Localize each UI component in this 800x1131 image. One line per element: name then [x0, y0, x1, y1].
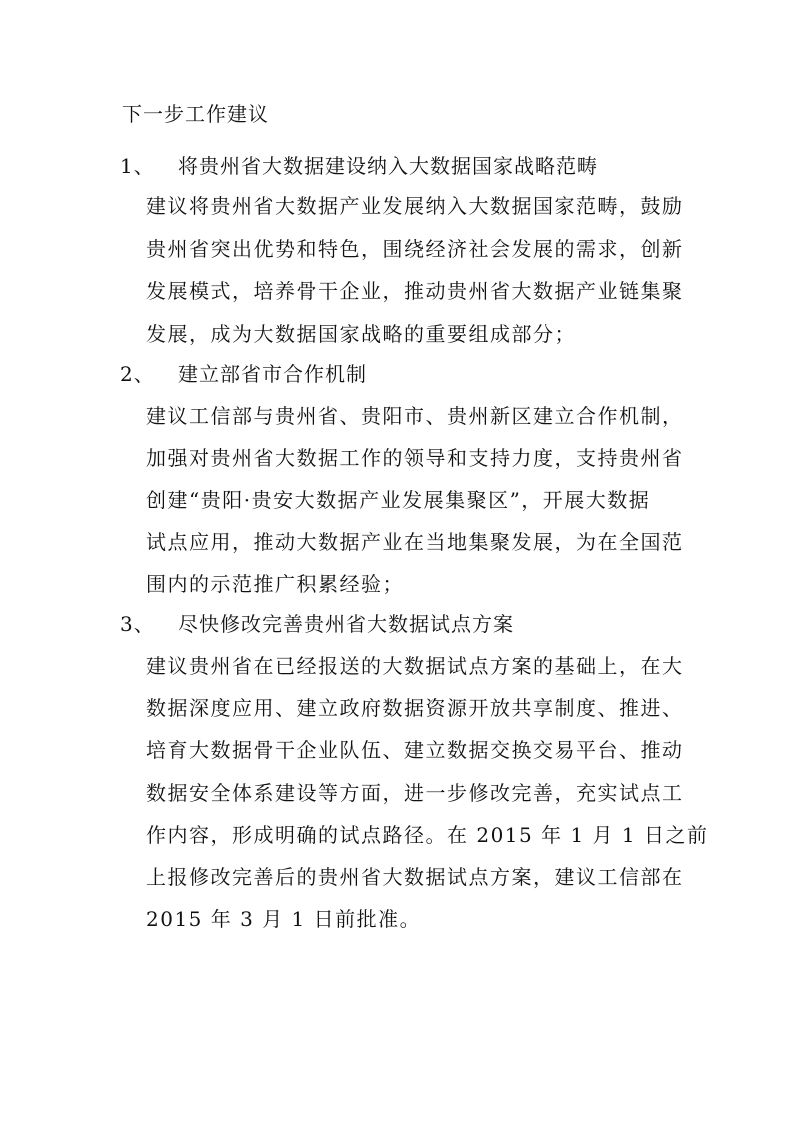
- section-1-number: 1、: [120, 154, 155, 178]
- section-3-number: 3、: [120, 612, 155, 636]
- section-3-line-7: 2015 年 3 月 1 日前批准。: [146, 907, 422, 931]
- section-1-line-4: 发展，成为大数据国家战略的重要组成部分；: [146, 322, 576, 346]
- section-2-line-2: 加强对贵州省大数据工作的领导和支持力度，支持贵州省: [146, 446, 684, 470]
- section-1-title: [120, 150, 598, 179]
- section-1-line-2: 贵州省突出优势和特色，围绕经济社会发展的需求，创新: [146, 237, 684, 261]
- section-2-line-1: 建议工信部与贵州省、贵阳市、贵州新区建立合作机制，: [146, 404, 684, 428]
- section-3-line-2: 数据深度应用、建立政府数据资源开放共享制度、推进、: [146, 696, 684, 720]
- section-2-title-text: 建立部省市合作机制: [178, 362, 367, 386]
- section-3-title-text: 尽快修改完善贵州省大数据试点方案: [178, 612, 514, 636]
- section-3-line-5: 作内容，形成明确的试点路径。在 2015 年 1 月 1 日之前: [146, 823, 709, 847]
- section-1-line-3: 发展模式，培养骨干企业，推动贵州省大数据产业链集聚: [146, 279, 684, 303]
- section-2-line-4: 试点应用，推动大数据产业在当地集聚发展，为在全国范: [146, 530, 684, 554]
- section-1-line-1: 建议将贵州省大数据产业发展纳入大数据国家范畴，鼓励: [146, 194, 684, 218]
- section-3-line-3: 培育大数据骨干企业队伍、建立数据交换交易平台、推动: [146, 738, 684, 762]
- section-3-line-4: 数据安全体系建设等方面，进一步修改完善，充实试点工: [146, 781, 684, 805]
- section-2-line-3: 创建“贵阳·贵安大数据产业发展集聚区”，开展大数据: [146, 488, 651, 512]
- section-1-title-text: 将贵州省大数据建设纳入大数据国家战略范畴: [178, 154, 598, 178]
- section-3-line-6: 上报修改完善后的贵州省大数据试点方案，建议工信部在: [146, 865, 684, 889]
- section-2-title: [120, 358, 367, 387]
- section-3-line-1: 建议贵州省在已经报送的大数据试点方案的基础上，在大: [146, 654, 684, 678]
- section-2-number: 2、: [120, 362, 155, 386]
- page-heading: 下一步工作建议: [122, 102, 269, 126]
- section-3-title: [120, 608, 514, 637]
- section-2-line-5: 围内的示范推广积累经验；: [146, 572, 404, 596]
